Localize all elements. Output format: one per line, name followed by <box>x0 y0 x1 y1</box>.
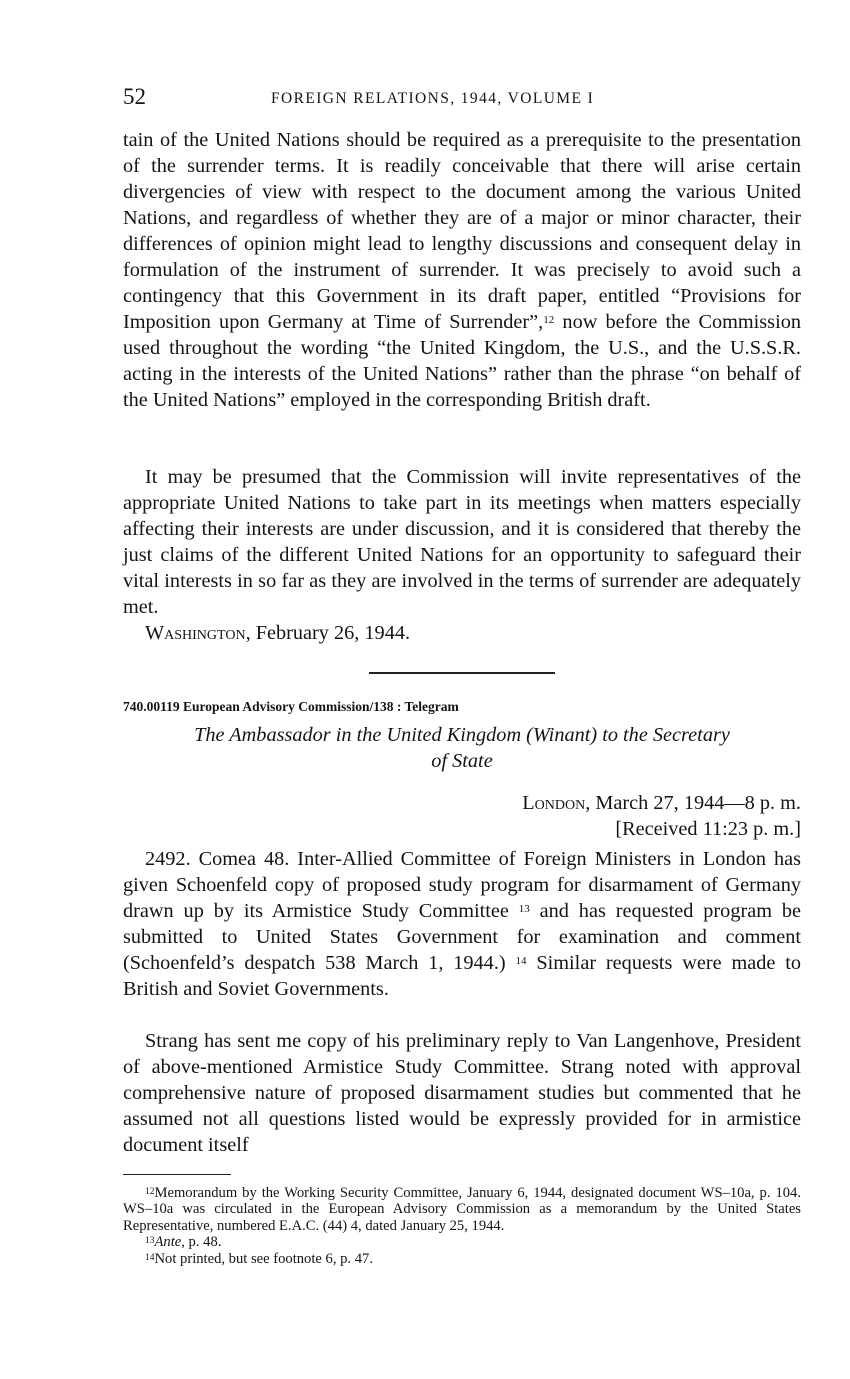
paragraph-commission: It may be presumed that the Commission will invite representatives of the appropriate United Nations to take part in its meetings when matters especially affecting their interests are under discussion, and it is considered that thereby the just claims of the different United Nations for an opportunity to safeguard their vital interests in so far as they are involved in the terms of surrender are adequately met. <box>123 466 801 618</box>
footnote-13 <box>123 1234 801 1250</box>
running-title: FOREIGN RELATIONS, 1944, VOLUME I <box>271 90 595 107</box>
paragraph-continued <box>123 127 801 413</box>
signoff-date: , February 26, 1944. <box>245 622 411 644</box>
paragraph-comea <box>123 846 801 1002</box>
document-title-line-1: The Ambassador in the United Kingdom (Winant) to the Secretary <box>194 724 730 746</box>
paragraph-text: Similar requests were made to British and Soviet Governments. <box>123 952 802 1000</box>
file-reference: 740.00119 European Advisory Commission/138 : Telegram <box>123 699 459 714</box>
dateline-place: London <box>522 792 586 814</box>
footnote-italic: Ante <box>154 1234 182 1251</box>
running-head <box>123 84 801 114</box>
paragraph-strang: Strang has sent me copy of his preliminary reply to Van Langenhove, President of above-mentioned Armistice Study Committee. Strang noted with approval comprehensive nature of proposed disarmament studies but commented that he assumed not all questions listed would be expressly provided for in armistice document itself <box>123 1030 801 1156</box>
footnote-text: , p. 48. <box>181 1234 222 1251</box>
page-number: 52 <box>123 84 146 109</box>
telegram-dateline <box>522 790 801 816</box>
paragraph-text: and has requested program be submitted to United States Government for examination and comment (Schoenfeld’s despatch 538 March 1, 1944.) <box>123 900 801 974</box>
signoff-dateline <box>145 620 410 646</box>
paragraph-text: 2492. Comea 48. Inter-Allied Committee of Foreign Ministers in London has given Schoenfeld copy of proposed study program for disarmament of Germany drawn up by its Armistice Study Committee <box>123 848 801 922</box>
footnote-text: Not printed, but see footnote 6, p. 47. <box>154 1250 373 1267</box>
footnote-number: 14 <box>145 1252 155 1263</box>
footnote-ref-13: 13 <box>518 903 530 915</box>
footnote-ref-12: 12 <box>543 314 555 326</box>
paragraph-text: now before the Commission used throughout the wording “the United Kingdom, the U.S., and the U.S.S.R. acting in the interests of the United Nations” rather than the phrase “on behalf of the United Nations” employed in the corresponding British draft. <box>123 311 801 411</box>
footnote-divider <box>123 1174 231 1175</box>
footnotes <box>123 1185 801 1267</box>
section-divider <box>369 672 555 674</box>
footnote-text: Memorandum by the Working Security Committee, January 6, 1944, designated document WS–10a, p. 104. WS–10a was circulated in the European Advisory Commission as a memorandum by the United States Representative, numbered E.A.C. (44) 4, dated January 25, 1944. <box>123 1185 801 1234</box>
received-note: [Received 11:23 p. m.] <box>615 818 801 840</box>
footnote-14 <box>123 1251 801 1267</box>
footnote-number: 12 <box>145 1187 155 1197</box>
dateline-time: , March 27, 1944—8 p. m. <box>585 792 801 814</box>
footnote-ref-14: 14 <box>515 955 527 967</box>
document-title <box>123 722 801 774</box>
paragraph-text: tain of the United Nations should be required as a prerequisite to the presentation of the surrender terms. It is readily conceivable that there will arise certain divergencies of view with respect to the document among the various United Nations, and regardless of whether they are of a major or minor character, their differences of opinion might lead to lengthy discussions and consequent delay in formulation of the instrument of surrender. It was precisely to avoid such a contingency that this Government in its draft paper, entitled “Provisions for Imposition upon Germany at Time of Surrender”, <box>123 129 801 333</box>
footnote-number: 13 <box>145 1236 155 1247</box>
signoff-place: Washington <box>145 622 246 644</box>
document-title-line-2: of State <box>431 750 493 772</box>
footnote-12 <box>123 1185 801 1234</box>
